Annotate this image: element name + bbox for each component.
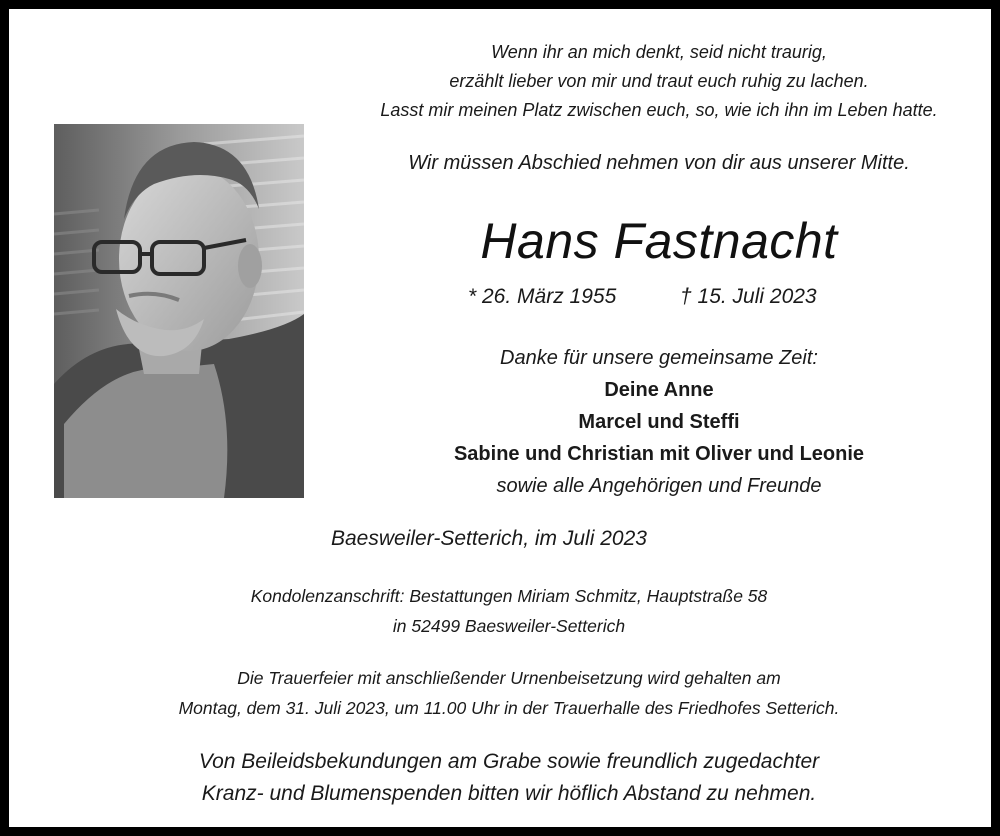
mourner-line-1: Deine Anne — [604, 379, 714, 401]
portrait-photo — [54, 124, 304, 498]
ceremony-line-1: Die Trauerfeier mit anschließender Urnenbeisetzung wird gehalten am — [237, 668, 781, 688]
mourner-line-4: sowie alle Angehörigen und Freunde — [496, 475, 822, 497]
birth-date: * 26. März 1955 — [468, 285, 617, 308]
poem-line-2: erzählt lieber von mir und traut euch ruhig zu lachen. — [449, 71, 869, 91]
ceremony-line-2: Montag, dem 31. Juli 2023, um 11.00 Uhr in der Trauerhalle des Friedhofes Setterich. — [178, 698, 840, 718]
closing-line-1: Von Beileidsbekundungen am Grabe sowie freundlich zugedachter — [198, 750, 820, 773]
farewell-text: Wir müssen Abschied nehmen von dir aus unserer Mitte. — [408, 152, 910, 174]
poem-line-1: Wenn ihr an mich denkt, seid nicht traurig, — [491, 42, 827, 62]
closing-line-2: Kranz- und Blumenspenden bitten wir höflich Abstand zu nehmen. — [201, 782, 817, 805]
poem-line-3: Lasst mir meinen Platz zwischen euch, so, wie ich ihn im Leben hatte. — [380, 100, 938, 120]
condolence-line-1: Kondolenzanschrift: Bestattungen Miriam Schmitz, Hauptstraße 58 — [250, 586, 768, 606]
mourner-line-3: Sabine und Christian mit Oliver und Leonie — [453, 443, 865, 465]
deceased-name: Hans Fastnacht — [480, 213, 838, 269]
place-date: Baesweiler-Setterich, im Juli 2023 — [331, 527, 647, 550]
death-date: † 15. Juli 2023 — [680, 285, 817, 308]
condolence-line-2: in 52499 Baesweiler-Setterich — [392, 616, 626, 636]
thanks-intro: Danke für unsere gemeinsame Zeit: — [500, 347, 818, 369]
mourner-line-2: Marcel und Steffi — [578, 411, 740, 433]
